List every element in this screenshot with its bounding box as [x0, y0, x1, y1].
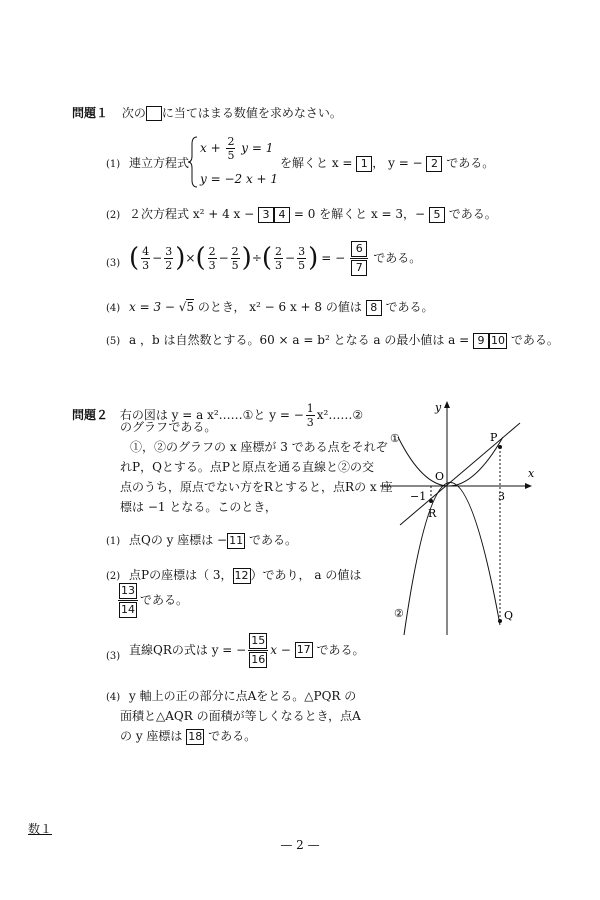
q2-p4-line3: の y 座標は 18 である。 [120, 729, 257, 743]
page-number: — 2 — [280, 838, 320, 852]
q1-p1-pre: 連立方程式 [129, 156, 190, 170]
q2-p1-line: 点Qの y 座標は − 11 である。 [129, 533, 297, 547]
q1-header [72, 104, 342, 122]
q1-p2-number: (2) [106, 210, 121, 221]
tick-3-label: 3 [498, 490, 505, 503]
point-R-label: R [428, 507, 437, 520]
answer-box-15[interactable]: 15 [251, 634, 266, 647]
q2-line1: 問題２ 右の図は y = a x²……①と y = − $\frac{1}{3}$ x²……② [72, 402, 364, 429]
q2-line4: れP，Qとする。点Pと原点を通る直線と②の交 [120, 460, 374, 474]
x-axis-arrow [525, 483, 532, 489]
curve-1-label: ① [390, 432, 400, 445]
q1-p3-expression: ( $\frac{4}{3}$ − $\frac{3}{2}$ ) × ( $\frac{2}{3}$ − $\frac{2}{5}$ ) ÷ ( $\frac{2}{3}$ − $\frac{3}{5}$ ) = − $\frac{6}{7}$ である。 [129, 242, 422, 274]
footer-subject: 数１ [28, 822, 53, 836]
curve-2 [404, 482, 500, 635]
tick-neg1-label: −1 [410, 490, 427, 503]
q1-p1-eq1: x + $\frac{2}{5}$ y = 1 [200, 135, 274, 162]
q1-p3-number: (3) [106, 258, 121, 269]
q2-p2-number: (2) [106, 571, 121, 582]
q2-line3: ①，②のグラフの x 座標が 3 である点をそれぞ [130, 440, 388, 454]
q1-p2-line: ２次方程式 x² + 4 x − 3 4 = 0 を解くと x = 3，− 5 である。 [129, 207, 497, 221]
point-R [429, 499, 433, 503]
y-axis-label: y [435, 401, 442, 414]
answer-box-8[interactable]: 8 [366, 300, 382, 316]
q1-p1-eq2: y = −2 x + 1 [200, 172, 279, 186]
q1-instruction-post: に当てはまる数値を求めなさい。 [161, 106, 342, 120]
answer-box-16[interactable]: 16 [251, 653, 266, 666]
q2-p2-fraction: $\frac{13}{14}$ である。 [116, 582, 188, 618]
q1-label: 問題１ [72, 106, 109, 120]
answer-box-12[interactable]: 12 [234, 568, 249, 582]
q1-p4-number: (4) [106, 303, 121, 314]
system-brace [188, 136, 198, 188]
x-axis-label: x [528, 467, 535, 480]
answer-box-5[interactable]: 5 [429, 207, 445, 223]
q2-p4-line2: 面積と△AQR の面積が等しくなるとき，点A [120, 709, 361, 723]
answer-box-1[interactable]: 1 [356, 156, 372, 172]
blank-box-example [146, 106, 162, 121]
parabola-graph [380, 395, 540, 640]
q2-p2-line: 点Pの座標は（ 3， 12 ）であり， a の値は [129, 568, 362, 582]
y-axis-arrow [444, 401, 450, 408]
curve-2-label: ② [394, 607, 404, 620]
answer-box-14[interactable]: 14 [121, 603, 135, 616]
q1-p1-number: (1) [106, 159, 121, 170]
q2-p1-number: (1) [106, 536, 121, 547]
answer-box-13[interactable]: 13 [121, 584, 135, 597]
q2-line5: 点のうち，原点でない方をRとすると，点Rの x 座 [120, 480, 393, 494]
answer-box-4[interactable]: 4 [274, 207, 290, 223]
q2-line6: 標は −1 となる。このとき， [120, 500, 277, 514]
point-P [498, 445, 502, 449]
q2-p4-number: (4) [106, 692, 121, 703]
q1-p1-answer-line: を解くと x = 1 ， y = − 2 である。 [280, 156, 495, 170]
answer-box-10[interactable]: 10 [491, 333, 506, 347]
answer-box-18[interactable]: 18 [188, 729, 203, 743]
q2-p3-line: 直線QRの式は y = − $\frac{15}{16}$ x − 17 である。 [129, 634, 365, 666]
q2-p3-number: (3) [106, 651, 121, 662]
answer-box-17[interactable]: 17 [296, 643, 311, 656]
answer-box-2[interactable]: 2 [426, 156, 442, 172]
point-Q-label: Q [504, 609, 514, 622]
q1-instruction-pre: 次の [121, 106, 146, 120]
q1-p4-line: x = 3 − √5 のとき， x² − 6 x + 8 の値は 8 である。 [129, 300, 434, 314]
answer-box-11[interactable]: 11 [229, 533, 244, 547]
answer-box-6[interactable]: 6 [351, 241, 367, 257]
origin-label: O [435, 470, 445, 483]
q1-p5-number: (5) [106, 336, 121, 347]
q2-p4-line1: y 軸上の正の部分に点Aをとる。△PQR の [129, 689, 357, 703]
curve-1 [398, 437, 503, 486]
answer-box-9[interactable]: 9 [473, 333, 489, 349]
line-PR [400, 423, 520, 525]
answer-box-3[interactable]: 3 [258, 207, 274, 223]
point-Q [498, 619, 502, 623]
q2-line2: のグラフである。 [120, 420, 217, 434]
point-P-label: P [490, 431, 498, 444]
q2-label: 問題２ [72, 408, 109, 422]
answer-box-7[interactable]: 7 [351, 260, 367, 276]
q1-p5-line: a ，b は自然数とする。60 × a = b² となる a の最小値は a = 9 10 である。 [129, 333, 559, 347]
